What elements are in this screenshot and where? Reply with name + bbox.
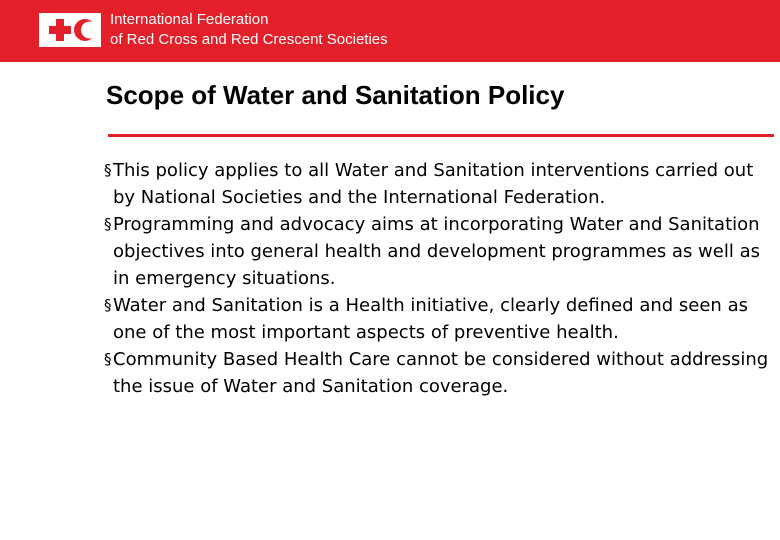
bullet-item [104, 346, 772, 400]
bullet-list [104, 157, 772, 400]
bullet-item [104, 211, 772, 292]
org-name-line-1: International Federation [110, 11, 269, 28]
bullet-text: Water and Sanitation is a Health initiative, clearly defined and seen as one of the most important aspects of preventive health. [113, 295, 748, 343]
bullet-icon: § [104, 350, 112, 368]
organization-name [110, 10, 388, 50]
bullet-text: This policy applies to all Water and Sanitation interventions carried out by National Societies and the International Federation. [113, 160, 754, 208]
bullet-icon: § [104, 161, 112, 179]
header-banner [0, 0, 780, 62]
bullet-item [104, 292, 772, 346]
bullet-icon: § [104, 215, 112, 233]
org-name-line-2: of Red Cross and Red Crescent Societies [110, 31, 388, 48]
bullet-text: Programming and advocacy aims at incorporating Water and Sanitation objectives into general health and development programmes as well as in emergency situations. [113, 214, 760, 289]
bullet-text: Community Based Health Care cannot be considered without addressing the issue of Water and Sanitation coverage. [113, 349, 769, 397]
bullet-item [104, 157, 772, 211]
bullet-icon: § [104, 296, 112, 314]
red-cross-red-crescent-logo [37, 11, 103, 49]
title-divider [108, 134, 774, 137]
slide-title: Scope of Water and Sanitation Policy [106, 80, 565, 110]
